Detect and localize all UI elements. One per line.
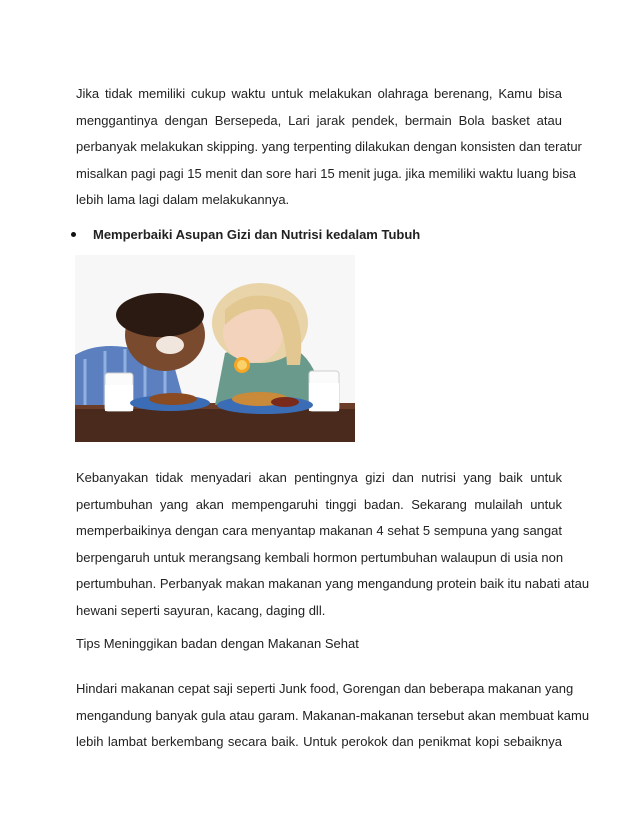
text-line: menggantinya dengan Bersepeda, Lari jarak pendek, bermain Bola basket atau [76, 112, 562, 128]
text-line: memperbaikinya dengan cara menyantap makanan 4 sehat 5 sempuna yang sangat [76, 523, 562, 538]
text-line: lebih lama lagi dalam melakukannya. [76, 192, 290, 207]
children-eating-photo [75, 255, 355, 442]
text-line: pertumbuhan. Perbanyak makan makanan yang mengandung protein baik itu nabati atau [76, 576, 590, 591]
text-line: Kebanyakan tidak menyadari akan pentingnya gizi dan nutrisi yang baik untuk [76, 470, 562, 485]
text-line: Hindari makanan cepat saji seperti Junk food, Gorengan dan beberapa makanan yang [76, 681, 574, 696]
bullet-heading [68, 224, 568, 244]
text-line: berpengaruh untuk merangsang kembali hormon pertumbuhan walaupun di usia non [76, 549, 564, 565]
paragraph-tips [76, 676, 590, 756]
tips-heading: Tips Meninggikan badan dengan Makanan Sehat [76, 636, 359, 651]
text-line: misalkan pagi pagi 15 menit dan sore hari 15 menit juga. jika memiliki waktu luang bisa [76, 165, 577, 181]
text-line: perbanyak melakukan skipping. yang terpenting dilakukan dengan konsisten dan teratur [76, 139, 582, 154]
bullet-icon [71, 232, 76, 237]
paragraph-exercise [76, 81, 582, 214]
text-line: mengandung banyak gula atau garam. Makanan-makanan tersebut akan membuat kamu [76, 707, 590, 723]
bullet-heading-text: Memperbaiki Asupan Gizi dan Nutrisi kedalam Tubuh [93, 226, 421, 242]
text-line: hewani seperti sayuran, kacang, daging dll. [76, 602, 326, 618]
paragraph-nutrition [76, 465, 590, 624]
text-line: lebih lambat berkembang secara baik. Untuk perokok dan penikmat kopi sebaiknya [76, 734, 562, 749]
text-line: Jika tidak memiliki cukup waktu untuk melakukan olahraga berenang, Kamu bisa [76, 86, 562, 101]
text-line: pertumbuhan yang akan mempengaruhi tinggi badan. Sekarang mulailah untuk [76, 496, 562, 512]
